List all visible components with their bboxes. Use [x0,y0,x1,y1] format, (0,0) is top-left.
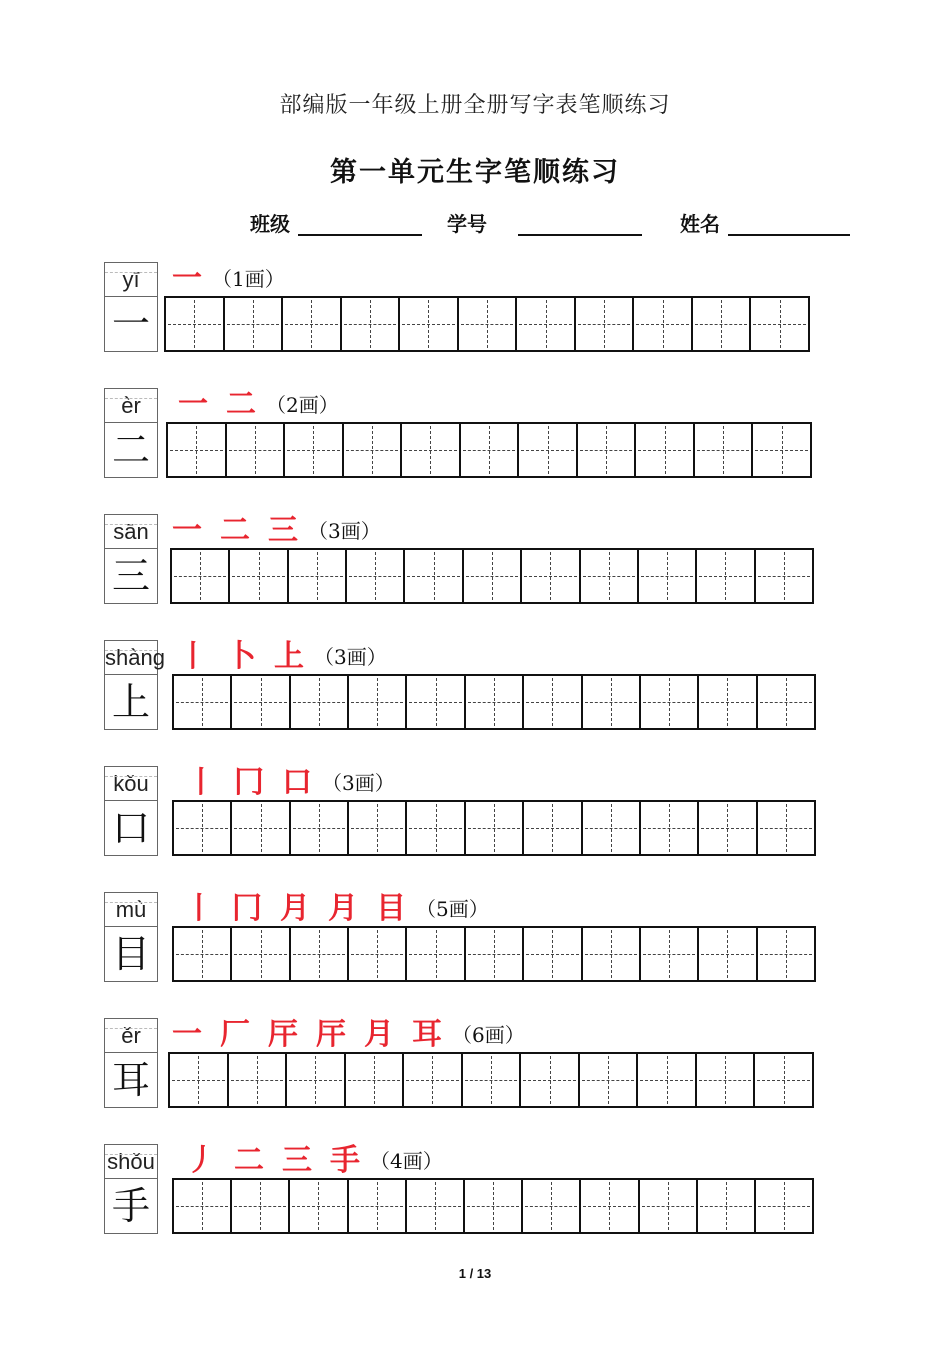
stroke-step: 上 [274,639,304,674]
pinyin-label: shàng [104,640,158,674]
practice-row [0,640,950,770]
stroke-count: （3画） [308,519,381,543]
name-label: 姓名 [680,212,720,236]
tianzige-cell[interactable] [400,298,459,350]
writing-grid [166,422,812,478]
stroke-order-sequence [178,640,387,674]
tianzige-cell[interactable] [636,424,695,476]
tianzige-cell[interactable] [174,802,232,854]
stroke-step: 厈 [316,1017,346,1052]
practice-row [0,1144,950,1274]
tianzige-cell[interactable] [349,1180,407,1232]
tianzige-cell[interactable] [459,298,518,350]
writing-grid [168,1052,814,1108]
tianzige-cell[interactable] [576,298,635,350]
practice-row [0,1018,950,1148]
model-character: 一 [104,296,158,352]
tianzige-cell[interactable] [407,1180,465,1232]
tianzige-cell[interactable] [639,550,697,602]
tianzige-cell[interactable] [583,802,641,854]
tianzige-cell[interactable] [521,1054,580,1106]
tianzige-cell[interactable] [699,802,757,854]
tianzige-cell[interactable] [232,802,290,854]
tianzige-cell[interactable] [698,1180,756,1232]
tianzige-cell[interactable] [291,676,349,728]
pinyin-label: kǒu [104,766,158,800]
tianzige-cell[interactable] [697,550,755,602]
stroke-step: 厂 [220,1017,250,1052]
tianzige-cell[interactable] [349,802,407,854]
stroke-count: （5画） [416,897,489,921]
tianzige-cell[interactable] [634,298,693,350]
tianzige-cell[interactable] [523,1180,581,1232]
unit-title: 第一单元生字笔顺练习 [330,157,620,188]
stroke-step: 二 [234,1143,264,1178]
tianzige-cell[interactable] [697,1054,756,1106]
stroke-step: 厈 [268,1017,298,1052]
tianzige-cell[interactable] [753,424,810,476]
stroke-step: 丨 [184,891,214,926]
stroke-order-sequence [178,388,339,422]
tianzige-cell[interactable] [344,424,403,476]
class-field-line[interactable] [298,234,422,236]
tianzige-cell[interactable] [465,1180,523,1232]
pinyin-label: shǒu [104,1144,158,1178]
tianzige-cell[interactable] [583,676,641,728]
tianzige-cell[interactable] [290,1180,348,1232]
tianzige-cell[interactable] [174,676,232,728]
writing-grid [172,1178,814,1234]
tianzige-cell[interactable] [464,550,522,602]
tianzige-cell[interactable] [641,928,699,980]
tianzige-cell[interactable] [349,676,407,728]
page-number: 1 / 13 [458,1266,492,1281]
stroke-step: 二 [226,387,256,422]
tianzige-cell[interactable] [291,802,349,854]
tianzige-cell[interactable] [519,424,578,476]
model-character: 耳 [104,1052,158,1108]
stroke-step: 冂 [234,765,264,800]
tianzige-cell[interactable] [524,676,582,728]
practice-row [0,892,950,1022]
practice-row [0,514,950,644]
pinyin-label: sān [104,514,158,548]
stroke-order-sequence [186,766,395,800]
pinyin-label: mù [104,892,158,926]
stroke-step: 口 [282,765,312,800]
tianzige-cell[interactable] [166,298,225,350]
stroke-order-sequence [184,892,489,926]
pinyin-label: ěr [104,1018,158,1052]
tianzige-cell[interactable] [346,1054,405,1106]
stroke-step: 丿 [186,1143,216,1178]
tianzige-cell[interactable] [756,550,812,602]
tianzige-cell[interactable] [756,1180,812,1232]
tianzige-cell[interactable] [407,676,465,728]
tianzige-cell[interactable] [229,1054,288,1106]
stroke-order-sequence [172,514,381,548]
tianzige-cell[interactable] [402,424,461,476]
stroke-count: （3画） [314,645,387,669]
tianzige-cell[interactable] [349,928,407,980]
writing-grid [172,674,816,730]
model-character: 目 [104,926,158,982]
tianzige-cell[interactable] [466,802,524,854]
tianzige-cell[interactable] [517,298,576,350]
class-label: 班级 [250,212,290,236]
tianzige-cell[interactable] [578,424,637,476]
model-character: 二 [104,422,158,478]
tianzige-cell[interactable] [758,676,814,728]
tianzige-cell[interactable] [466,928,524,980]
document-header-title: 部编版一年级上册全册写字表笔顺练习 [279,93,671,118]
tianzige-cell[interactable] [232,676,290,728]
stroke-count: （1画） [212,267,285,291]
tianzige-cell[interactable] [581,1180,639,1232]
tianzige-cell[interactable] [170,1054,229,1106]
tianzige-cell[interactable] [405,550,463,602]
tianzige-cell[interactable] [758,802,814,854]
stroke-step: 三 [268,513,298,548]
tianzige-cell[interactable] [347,550,405,602]
stroke-step: 一 [172,1017,202,1052]
stroke-step: 一 [178,387,208,422]
tianzige-cell[interactable] [342,298,401,350]
tianzige-cell[interactable] [230,550,288,602]
practice-row [0,388,950,518]
stroke-step: 丨 [178,639,208,674]
tianzige-cell[interactable] [755,1054,812,1106]
stroke-step: 目 [376,891,406,926]
tianzige-cell[interactable] [461,424,520,476]
practice-row [0,766,950,896]
tianzige-cell[interactable] [583,928,641,980]
stroke-step: 月 [280,891,310,926]
model-character: 手 [104,1178,158,1234]
name-field-line[interactable] [728,234,850,236]
pinyin-label: èr [104,388,158,422]
tianzige-cell[interactable] [758,928,814,980]
tianzige-cell[interactable] [524,802,582,854]
model-character: 三 [104,548,158,604]
tianzige-cell[interactable] [174,928,232,980]
tianzige-cell[interactable] [407,928,465,980]
tianzige-cell[interactable] [232,1180,290,1232]
tianzige-cell[interactable] [699,928,757,980]
tianzige-cell[interactable] [524,928,582,980]
tianzige-cell[interactable] [287,1054,346,1106]
tianzige-cell[interactable] [693,298,752,350]
tianzige-cell[interactable] [283,298,342,350]
stroke-order-sequence [172,1018,525,1052]
stroke-step: 手 [330,1143,360,1178]
stroke-step: 一 [172,513,202,548]
stroke-count: （6画） [452,1023,525,1047]
stroke-step: 丨 [186,765,216,800]
tianzige-cell[interactable] [174,1180,232,1232]
tianzige-cell[interactable] [463,1054,522,1106]
stroke-count: （2画） [266,393,339,417]
tianzige-cell[interactable] [407,802,465,854]
tianzige-cell[interactable] [699,676,757,728]
tianzige-cell[interactable] [522,550,580,602]
stroke-step: 卜 [226,639,256,674]
stroke-step: 耳 [412,1017,442,1052]
tianzige-cell[interactable] [641,676,699,728]
tianzige-cell[interactable] [641,802,699,854]
stroke-step: 二 [220,513,250,548]
number-label: 学号 [447,212,487,236]
stroke-step: 一 [172,261,202,296]
tianzige-cell[interactable] [640,1180,698,1232]
model-character: 上 [104,674,158,730]
writing-grid [170,548,814,604]
tianzige-cell[interactable] [695,424,754,476]
writing-grid [172,926,816,982]
tianzige-cell[interactable] [225,298,284,350]
pinyin-label: yī [104,262,158,296]
number-field-line[interactable] [518,234,642,236]
tianzige-cell[interactable] [404,1054,463,1106]
tianzige-cell[interactable] [291,928,349,980]
stroke-order-sequence [172,262,285,296]
stroke-step: 三 [282,1143,312,1178]
tianzige-cell[interactable] [638,1054,697,1106]
tianzige-cell[interactable] [580,1054,639,1106]
tianzige-cell[interactable] [168,424,227,476]
writing-grid [172,800,816,856]
tianzige-cell[interactable] [289,550,347,602]
tianzige-cell[interactable] [232,928,290,980]
writing-grid [164,296,810,352]
model-character: 口 [104,800,158,856]
stroke-count: （3画） [322,771,395,795]
tianzige-cell[interactable] [227,424,286,476]
tianzige-cell[interactable] [466,676,524,728]
stroke-step: 月 [328,891,358,926]
tianzige-cell[interactable] [285,424,344,476]
stroke-step: 冂 [232,891,262,926]
tianzige-cell[interactable] [581,550,639,602]
stroke-step: 月 [364,1017,394,1052]
stroke-order-sequence [186,1144,443,1178]
tianzige-cell[interactable] [172,550,230,602]
tianzige-cell[interactable] [751,298,808,350]
stroke-count: （4画） [370,1149,443,1173]
practice-row [0,262,950,392]
